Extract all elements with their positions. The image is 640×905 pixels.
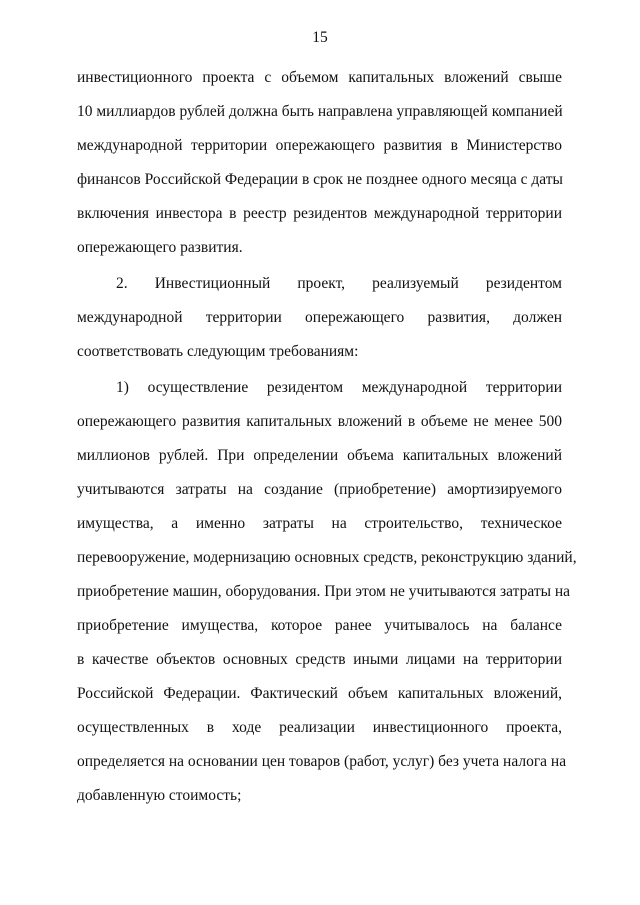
paragraph-line: приобретение машин, оборудования. При этом не учитываются затраты на bbox=[77, 583, 571, 600]
paragraph-line: имущества, а именно затраты на строительство, техническое bbox=[77, 515, 562, 532]
paragraph-line: включения инвестора в реестр резидентов международной территории bbox=[77, 205, 562, 222]
paragraph-line: миллионов рублей. При определении объема капитальных вложений bbox=[77, 447, 562, 464]
paragraph-line: перевооружение, модернизацию основных средств, реконструкцию зданий, bbox=[77, 549, 577, 566]
paragraph-line: опережающего развития. bbox=[77, 239, 243, 256]
paragraph-line: опережающего развития капитальных вложений в объеме не менее 500 bbox=[77, 413, 562, 430]
page-number: 15 bbox=[312, 29, 328, 46]
paragraph-line: финансов Российской Федерации в срок не позднее одного месяца с даты bbox=[77, 171, 563, 188]
paragraph-line: 10 миллиардов рублей должна быть направлена управляющей компанией bbox=[77, 103, 563, 120]
paragraph-line: добавленную стоимость; bbox=[77, 787, 242, 804]
paragraph-line: инвестиционного проекта с объемом капитальных вложений свыше bbox=[77, 69, 562, 86]
paragraph-line: Российской Федерации. Фактический объем капитальных вложений, bbox=[77, 685, 562, 702]
paragraph-line: международной территории опережающего развития в Министерство bbox=[77, 137, 562, 154]
paragraph-line: осуществленных в ходе реализации инвестиционного проекта, bbox=[77, 719, 562, 736]
paragraph-line: 1) осуществление резидентом международной территории bbox=[116, 379, 562, 396]
paragraph-line: 2. Инвестиционный проект, реализуемый резидентом bbox=[116, 275, 562, 292]
paragraph-line: в качестве объектов основных средств иными лицами на территории bbox=[77, 651, 562, 668]
paragraph-line: соответствовать следующим требованиям: bbox=[77, 343, 359, 360]
paragraph-line: приобретение имущества, которое ранее учитывалось на балансе bbox=[77, 617, 562, 634]
paragraph-line: международной территории опережающего развития, должен bbox=[77, 309, 562, 326]
paragraph-line: определяется на основании цен товаров (работ, услуг) без учета налога на bbox=[77, 753, 567, 770]
paragraph-line: учитываются затраты на создание (приобретение) амортизируемого bbox=[77, 481, 562, 498]
